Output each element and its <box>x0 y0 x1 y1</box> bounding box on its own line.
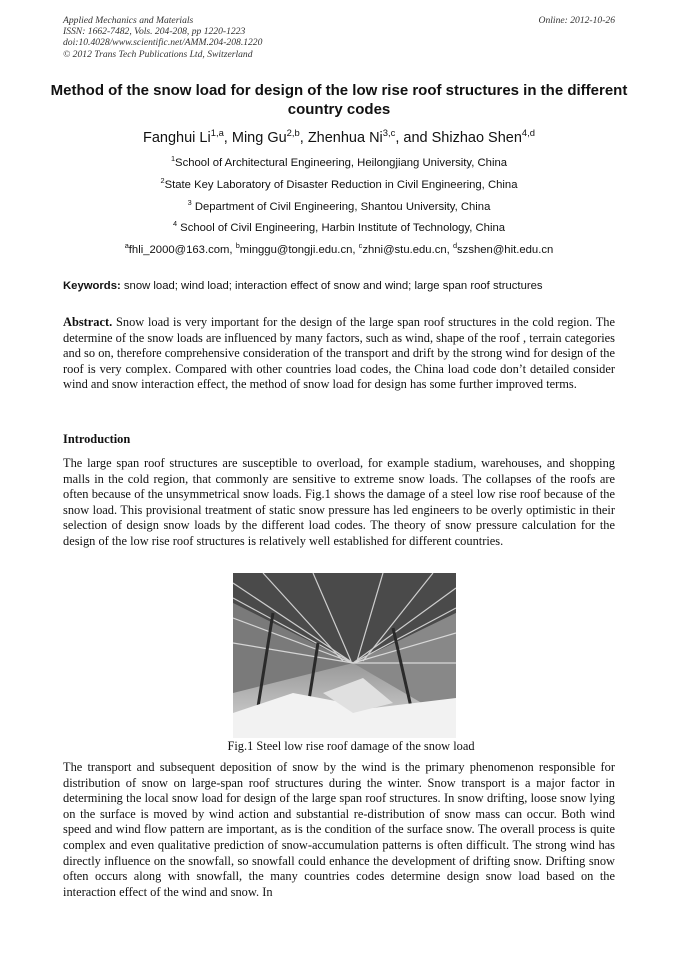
author-affiliation-mark: 4,d <box>521 127 535 139</box>
author-name: Shizhao Shen <box>431 130 522 146</box>
email-mark: c <box>358 241 363 251</box>
doi-line: doi:10.4028/www.scientific.net/AMM.204-208.1220 <box>63 37 263 49</box>
author-separator: , and <box>395 130 432 146</box>
author-separator: , <box>223 130 232 146</box>
online-date: Online: 2012-10-26 <box>538 15 615 26</box>
journal-name: Applied Mechanics and Materials <box>63 15 194 26</box>
author-name: Fanghui Li <box>143 130 211 146</box>
affiliation-4 <box>40 221 638 235</box>
author-name: Ming Gu <box>231 130 287 146</box>
email-line <box>40 243 638 257</box>
email-address: zhni@stu.edu.cn, <box>362 244 453 256</box>
affiliation-2 <box>40 178 638 192</box>
intro-paragraph-2: The transport and subsequent deposition of snow by the wind is the primary phenomenon responsible for distribution of snow on large-span roof structures during the winter. Snow transport is a major factor in determining the local snow load for design of the large span roof structures. In snow drifting, loose snow lying on the surface is moved by wind action and substantial re-distribution of snow mass can occur. Both wind speed and wind flow pattern are important, as is the condition of the surface snow. The overall process is quite complex and even qualitative prediction of snow-accumulation patterns is often difficult. The strong wind has directly influence on the snowfall, so snowfall could enhance the development of drifting snow. Drifting snow often occurs along with snowfall, the many countries codes determine design snow load based on the interaction effect of the wind and snow. In <box>63 760 615 899</box>
abstract-paragraph <box>63 315 615 393</box>
issn-line: ISSN: 1662-7482, Vols. 204-208, pp 1220-1223 <box>63 26 246 38</box>
email-mark: d <box>452 241 458 251</box>
email-mark: a <box>124 241 129 251</box>
affiliation-text: State Key Laboratory of Disaster Reduction in Civil Engineering, China <box>164 179 518 191</box>
copyright-line: © 2012 Trans Tech Publications Ltd, Switzerland <box>63 48 253 60</box>
abstract-text: Snow load is very important for the design of the large span roof structures in the cold region. The determine of the snow loads are influenced by many factors, such as wind, shape of the roof , terrain categories and so on, therefore comprehensive consideration of the transport and drift by the strong wind for design of the roof is very complex. Compared with other countries load codes, the China load code don’t detailed consider wind and snow interaction effect, the method of snow load for design has some further improved terms. <box>63 315 615 392</box>
author-affiliation-mark: 2,b <box>286 127 300 139</box>
roof-damage-photo-illustration <box>233 573 456 738</box>
affiliation-mark: 3 <box>187 198 192 208</box>
keywords-line <box>63 279 623 293</box>
affiliation-text: School of Architectural Engineering, Heilongjiang University, China <box>175 157 508 169</box>
author-separator: , <box>299 130 308 146</box>
abstract-label: Abstract. <box>63 315 113 329</box>
affiliation-3 <box>40 200 638 214</box>
author-affiliation-mark: 3,c <box>382 127 396 139</box>
keywords-label: Keywords: <box>63 280 121 292</box>
email-address: fhli_2000@163.com, <box>128 244 236 256</box>
author-list <box>40 129 638 147</box>
intro-paragraph-1: The large span roof structures are susceptible to overload, for example stadium, warehouses, and shopping malls in the cold region, that commonly are sensitive to extreme snow loads. The collapses of the roofs are often because of the unsymmetrical snow loads. Fig.1 shows the damage of a steel low rise roof because of the snow load. This provisional treatment of static snow pressure has led engineers to be overly optimistic in their selection of design snow loads by the different load codes. The theory of snow pressure calculation for the design of the low rise roof structures is relatively well established for different countries. <box>63 456 615 548</box>
keywords-text: snow load; wind load; interaction effect of snow and wind; large span roof structures <box>120 280 543 292</box>
email-address: minggu@tongji.edu.cn, <box>239 244 359 256</box>
affiliation-mark: 2 <box>160 176 165 186</box>
paper-title: Method of the snow load for design of the low rise roof structures in the different country codes <box>50 82 628 118</box>
affiliation-mark: 4 <box>172 219 178 229</box>
email-address: szshen@hit.edu.cn <box>457 244 554 256</box>
section-heading-introduction: Introduction <box>63 432 131 446</box>
affiliation-mark: 1 <box>170 154 176 164</box>
author-name: Zhenhua Ni <box>307 130 383 146</box>
affiliation-text: School of Civil Engineering, Harbin Institute of Technology, China <box>177 222 506 234</box>
affiliation-1 <box>40 156 638 170</box>
affiliation-text: Department of Civil Engineering, Shantou University, China <box>191 201 491 213</box>
email-mark: b <box>235 241 240 251</box>
figure-1-photo <box>233 573 456 738</box>
author-affiliation-mark: 1,a <box>210 127 224 139</box>
running-header <box>63 15 615 60</box>
figure-1-caption: Fig.1 Steel low rise roof damage of the snow load <box>227 739 475 753</box>
